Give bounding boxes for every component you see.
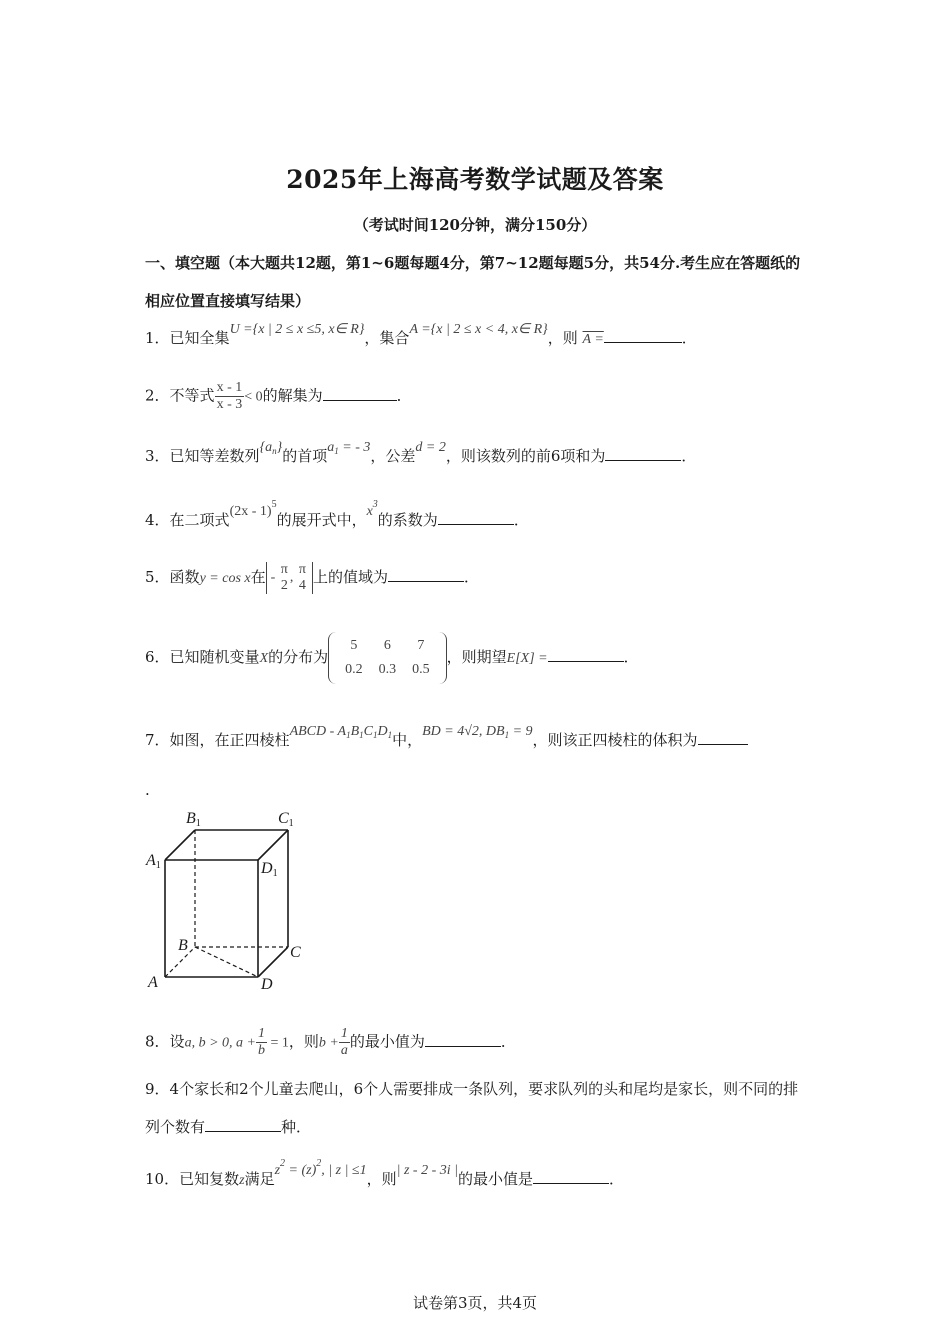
answer-blank (438, 510, 514, 525)
sequence: $\{a_n\}$ (259, 440, 283, 456)
modulus: | z - 2 - 3i | (396, 1163, 458, 1178)
question-3: 3．已知等差数列$\{a_n\}$的首项$a_1$ = - 3，公差d = 2，则该数列的前6项和为 ． (145, 440, 697, 465)
answer-blank (604, 328, 682, 343)
answer-blank (548, 647, 624, 662)
label-d1: D1 (261, 860, 278, 879)
function: y = cos x (199, 571, 251, 586)
answer-blank (388, 567, 464, 582)
answer-blank (323, 386, 397, 401)
answer-blank (533, 1169, 609, 1184)
question-6: 6．已知随机变量X的分布为 5 6 7 0.2 0.3 0.5 ，则期望E[X] = ． (145, 632, 815, 684)
complex-condition: $z^2 = (z)^2$, | z | ≤1 (274, 1158, 367, 1178)
inequality-fraction: $\frac{x - 1}{x - 3}$ (216, 380, 243, 412)
prism-figure (140, 805, 310, 995)
set-a: A ={x | 2 ≤ x < 4, x∈ R} (409, 322, 548, 337)
edge-dc (258, 947, 288, 977)
question-8: 8．设a, b > 0, a + $\frac{1}{b}$ = 1，则b + $\frac{1}{a}$ 的最小值为 ． (145, 1026, 516, 1058)
condition: BD = 4√2, $DB_1 = 9$ (422, 724, 533, 740)
edge-a1b1 (165, 830, 195, 860)
diagonal-bd (195, 947, 258, 977)
term: $x^3$ (366, 499, 378, 519)
page-title: 2025年上海高考数学试题及答案 (286, 165, 664, 194)
prism: ABCD - $A_1B_1C_1D_1$ (289, 724, 393, 740)
complement-a: A = (582, 332, 604, 347)
question-1: 1．已知全集U ={x | 2 ≤ x ≤5, x∈ R}，集合A ={x | 2 ≤ x < 4, x∈ R}，则 A = ． (145, 322, 697, 347)
question-5: 5．函数y = cos x在 - π 2 , π 4 上的值域为 ． (145, 562, 479, 593)
label-b1: B1 (186, 810, 201, 829)
question-2: 2．不等式 $\frac{x - 1}{x - 3}$ < 0的解集为 ． (145, 380, 412, 412)
section-heading: 一、填空题（本大题共12题，第1~6题每题4分，第7~12题每题5分，共54分.考生应在答题纸的相应位置直接填写结果） (145, 254, 801, 310)
label-c: C (290, 944, 301, 961)
label-d: D (261, 976, 273, 993)
binomial: (2x - 1)$^5$ (229, 499, 277, 519)
label-b: B (178, 937, 188, 954)
expectation: E[X] = (506, 651, 548, 666)
page-footer: 试卷第3页，共4页 (412, 1294, 538, 1312)
exam-info: （考试时间120分钟，满分150分） (353, 216, 597, 234)
question-9: 9．4个家长和2个儿童去爬山，6个人需要排成一条队列，要求队列的头和尾均是家长，则不同的排列个数有 种． (145, 1080, 799, 1136)
question-10: 10．已知复数z满足$z^2 = (z)^2$, | z | ≤1，则| z - 2 - 3i |的最小值是 ． (145, 1158, 625, 1188)
answer-blank (605, 446, 681, 461)
interval: - π 2 , π 4 (266, 562, 313, 594)
question-7-end: . (145, 781, 150, 799)
first-term: $a_1$ = - 3 (327, 440, 371, 456)
question-4: 4．在二项式(2x - 1)$^5$的展开式中，$x^3$的系数为 ． (145, 499, 529, 529)
distribution-matrix: 5 6 7 0.2 0.3 0.5 (328, 632, 447, 684)
common-difference: d = 2 (415, 440, 446, 455)
label-a1: A1 (146, 852, 161, 871)
set-u: U ={x | 2 ≤ x ≤5, x∈ R} (229, 322, 365, 337)
answer-blank (698, 730, 748, 745)
edge-c1d1 (258, 830, 288, 860)
answer-blank (425, 1032, 501, 1047)
question-7: 7．如图，在正四棱柱ABCD - $A_1B_1C_1D_1$中，BD = 4√2, $DB_1 = 9$，则该正四棱柱的体积为 (145, 730, 815, 755)
label-c1: C1 (278, 810, 294, 829)
label-a: A (148, 974, 158, 991)
answer-blank (205, 1117, 281, 1132)
